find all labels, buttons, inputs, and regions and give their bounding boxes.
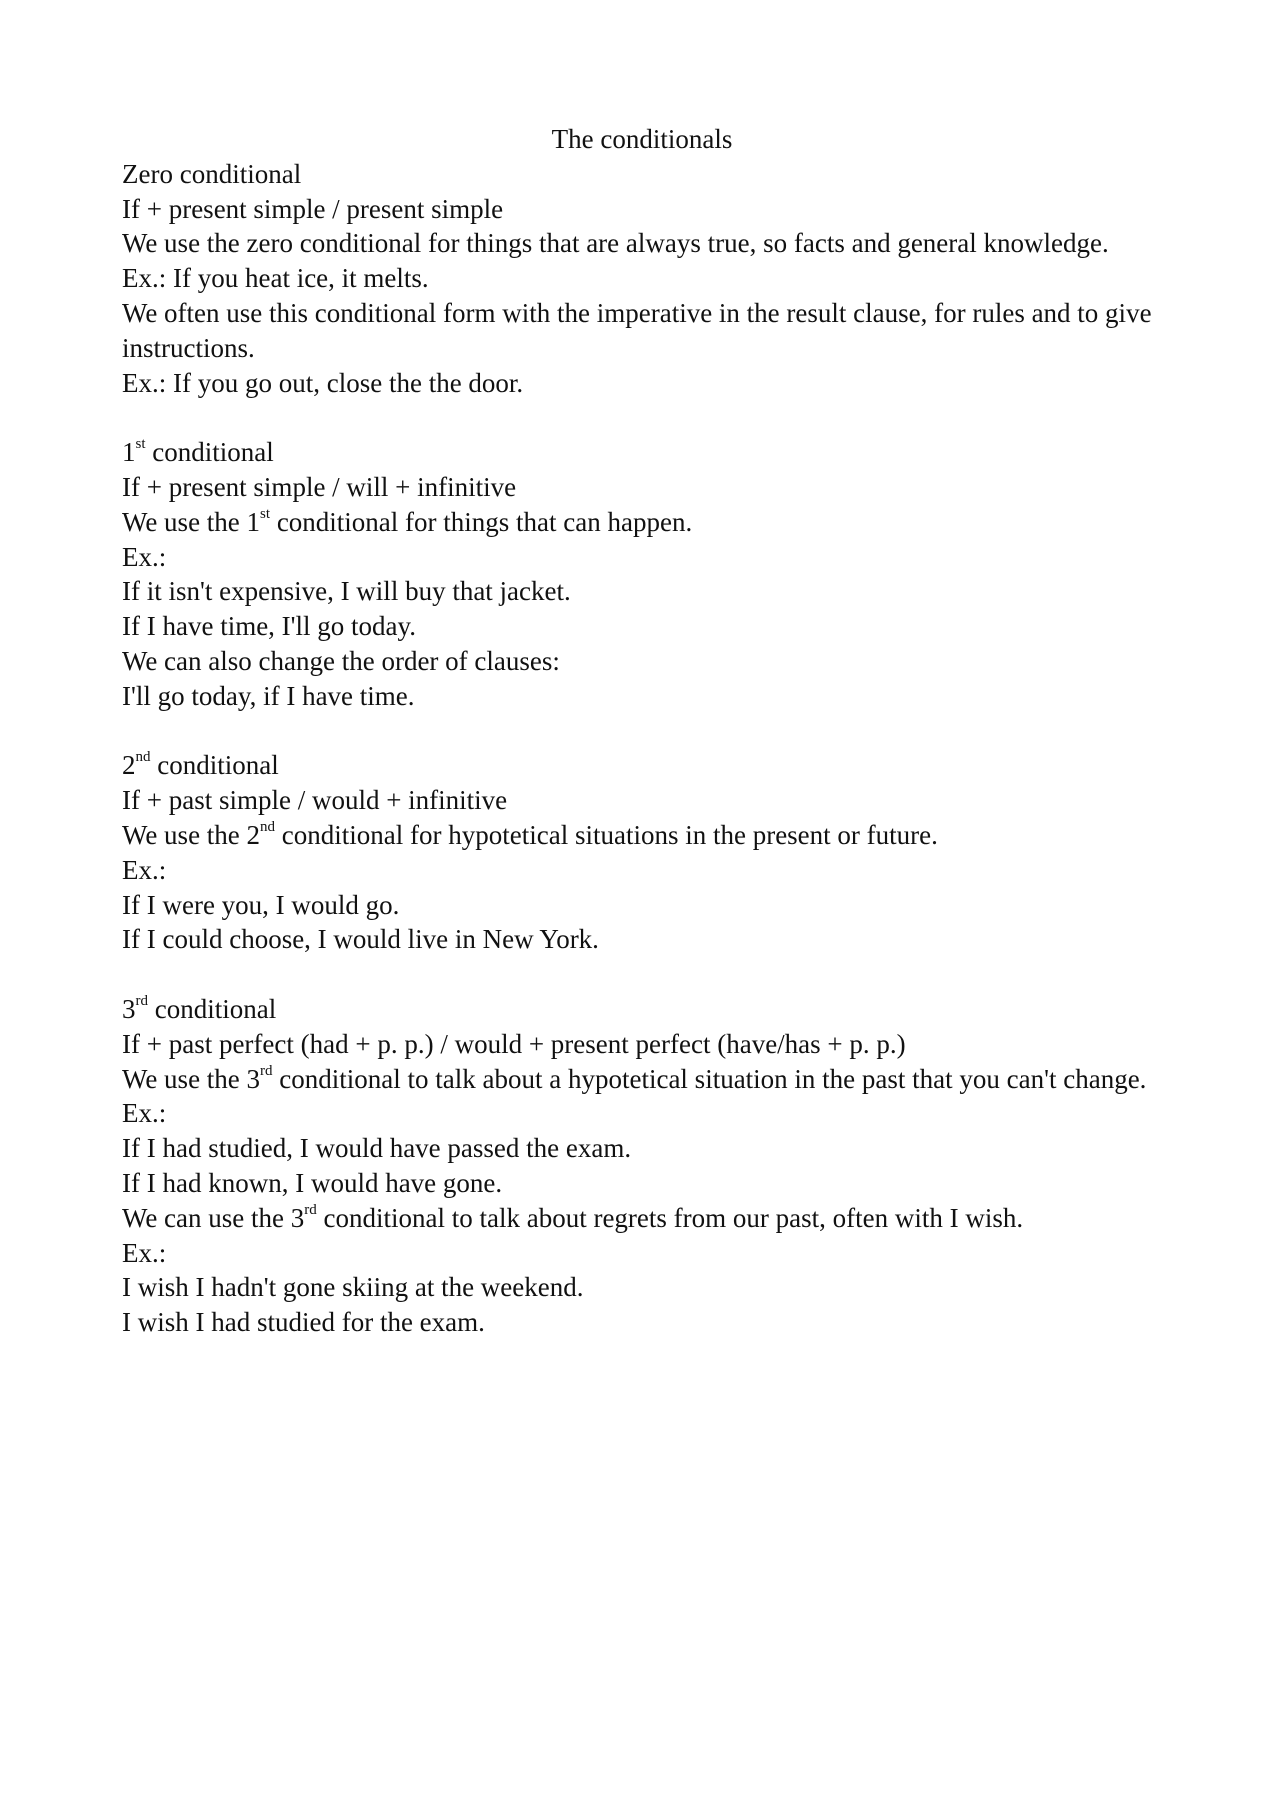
document-title: The conditionals — [551, 124, 733, 154]
third-conditional-section — [122, 992, 1162, 1340]
section-heading — [122, 435, 1162, 470]
section-heading — [122, 992, 1162, 1027]
example-text: If I had known, I would have gone. — [122, 1167, 503, 1198]
example-text: Ex.: If you go out, close the the door. — [122, 367, 524, 398]
ordinal-superscript: st — [135, 436, 146, 453]
paragraph-gap — [122, 400, 1162, 435]
heading-number: 1 — [122, 437, 136, 468]
paragraph-gap — [122, 714, 1162, 749]
example-text: If it isn't expensive, I will buy that jacket. — [122, 576, 571, 607]
example-label: Ex.: — [122, 854, 167, 885]
zero-conditional-section — [122, 157, 1162, 401]
example-label: Ex.: — [122, 541, 167, 572]
formula: If + past simple / would + infinitive — [122, 785, 508, 816]
example-text: I'll go today, if I have time. — [122, 680, 415, 711]
example-text: If I had studied, I would have passed the exam. — [122, 1133, 632, 1164]
usage-text-end: conditional for hypotetical situations in the present or future. — [275, 819, 938, 850]
document-page — [122, 122, 1162, 1340]
heading-label: conditional — [148, 993, 277, 1024]
section-heading: Zero conditional — [122, 158, 302, 189]
ordinal-superscript: nd — [260, 818, 276, 835]
ordinal-superscript: nd — [135, 749, 151, 766]
usage-text — [122, 505, 1162, 540]
usage-text — [122, 1062, 1162, 1097]
example-text: Ex.: If you heat ice, it melts. — [122, 263, 429, 294]
usage-text-end: conditional to talk about regrets from our past, often with I wish. — [316, 1202, 1024, 1233]
ordinal-superscript: rd — [135, 992, 148, 1009]
formula: If + present simple / will + infinitive — [122, 471, 517, 502]
usage-text-start: We use the 3 — [122, 1063, 261, 1094]
usage-text-end: conditional to talk about a hypotetical situation in the past that you can't change. — [272, 1063, 1147, 1094]
note-text: We can also change the order of clauses: — [122, 645, 560, 676]
example-label: Ex.: — [122, 1098, 167, 1129]
usage-text-start: We use the 2 — [122, 819, 261, 850]
heading-number: 3 — [122, 993, 136, 1024]
ordinal-superscript: rd — [304, 1201, 317, 1218]
section-heading — [122, 748, 1162, 783]
heading-number: 2 — [122, 750, 136, 781]
second-conditional-section — [122, 748, 1162, 957]
example-text: I wish I hadn't gone skiing at the weekend. — [122, 1272, 584, 1303]
heading-label: conditional — [150, 750, 279, 781]
formula: If + past perfect (had + p. p.) / would + present perfect (have/has + p. p.) — [122, 1028, 906, 1059]
example-text: I wish I had studied for the exam. — [122, 1307, 485, 1338]
paragraph-gap — [122, 957, 1162, 992]
first-conditional-section — [122, 435, 1162, 713]
heading-label: conditional — [145, 437, 274, 468]
usage-text: We often use this conditional form with the imperative in the result clause, for rules and to give instructions. — [122, 297, 1152, 363]
example-text: If I were you, I would go. — [122, 889, 400, 920]
usage-text-start: We can use the 3 — [122, 1202, 305, 1233]
ordinal-superscript: rd — [260, 1062, 273, 1079]
example-text: If I could choose, I would live in New York. — [122, 924, 599, 955]
usage-text-end: conditional for things that can happen. — [270, 506, 693, 537]
ordinal-superscript: st — [260, 505, 271, 522]
usage-text: We use the zero conditional for things that are always true, so facts and general knowledge. — [122, 228, 1109, 259]
usage-text — [122, 1201, 1162, 1236]
usage-text — [122, 818, 1162, 853]
example-label: Ex.: — [122, 1237, 167, 1268]
example-text: If I have time, I'll go today. — [122, 611, 417, 642]
usage-text-start: We use the 1 — [122, 506, 261, 537]
formula: If + present simple / present simple — [122, 193, 504, 224]
